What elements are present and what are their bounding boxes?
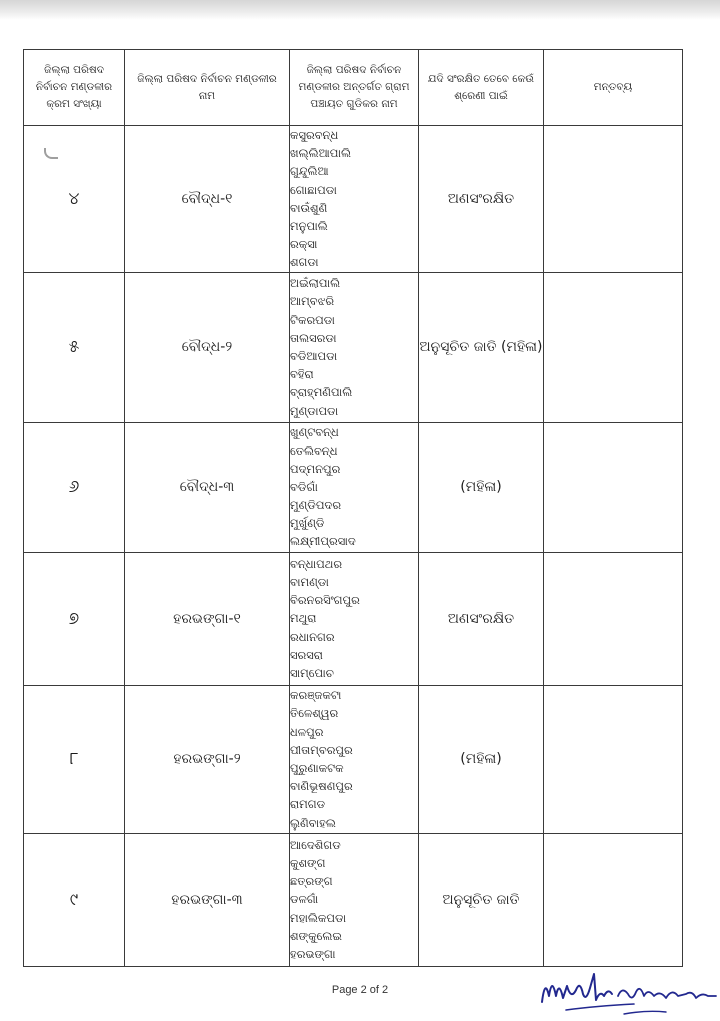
list-item: ଡଳଗାଁ: [290, 892, 319, 907]
gram-panchayat-list: [290, 126, 419, 273]
serial-number: ୭: [24, 552, 125, 685]
list-item: ମନୁପାଲି: [290, 218, 328, 233]
constituency-table: [23, 49, 683, 967]
header-serial-number: ଜିଲ୍ଲା ପରିଷଦ ନିର୍ବାଚନ ମଣ୍ଡଳୀର କ୍ରମ ସଂଖ୍ୟା: [24, 50, 125, 126]
list-item: ଖୁଣ୍ଟବନ୍ଧ: [290, 425, 339, 440]
constituency-name: ହରଭଙ୍ଗା-୩: [125, 833, 290, 966]
list-item: ଲକ୍ଷ୍ମୀପ୍ରସାଦ: [290, 534, 356, 549]
header-remarks: ମନ୍ତବ୍ୟ: [544, 50, 683, 126]
gram-panchayat-list: [290, 422, 419, 552]
list-item: ପଦ୍ମନପୁର: [290, 461, 341, 476]
reservation-category: ଅନୁସୂଚିତ ଜାତି (ମହିଳା): [419, 272, 544, 422]
list-item: ତେଲିବନ୍ଧ: [290, 443, 338, 458]
table-row: [24, 685, 683, 833]
gram-panchayat-list: [290, 685, 419, 833]
list-item: ବିରନରସିଂଗପୁର: [290, 593, 360, 608]
list-item: ସରସରା: [290, 647, 323, 662]
remarks: [544, 833, 683, 966]
serial-number: ୪: [24, 126, 125, 273]
list-item: ବାମଣ୍ଡା: [290, 575, 329, 590]
reservation-category: ଅଣସଂରକ୍ଷିତ: [419, 552, 544, 685]
list-item: ଟିକରପଡା: [290, 312, 335, 327]
signature-icon: [536, 966, 720, 1021]
constituency-name: ବୌଦ୍ଧ-୧: [125, 126, 290, 273]
list-item: କରଞ୍ଜକଟା: [290, 688, 342, 703]
list-item: ଆଦେଶିଗଡ: [290, 837, 341, 852]
gram-panchayat-list: [290, 552, 419, 685]
list-item: କସୁରବନ୍ଧ: [290, 128, 339, 142]
list-item: ବହିରା: [290, 367, 314, 382]
list-item: ବଡିଆପଡା: [290, 349, 338, 363]
table-row: [24, 422, 683, 552]
list-item: ସାମ୍ପୋଚ: [290, 665, 334, 680]
table-header-row: [24, 50, 683, 126]
list-item: ମୁର୍ଖୁଣ୍ଡି: [290, 516, 325, 531]
constituency-name: ହରଭଙ୍ଗା-୧: [125, 552, 290, 685]
list-item: ରଧାନଗର: [290, 629, 335, 644]
reservation-category: (ମହିଳା): [419, 422, 544, 552]
scan-top-edge: [0, 0, 720, 20]
serial-number: ୮: [24, 685, 125, 833]
gram-panchayat-list: [290, 833, 419, 966]
list-item: ଧଳପୁର: [290, 724, 324, 739]
reservation-category: ଅଣସଂରକ୍ଷିତ: [419, 126, 544, 273]
list-item: ଅଇଁଲାପାଲି: [290, 276, 341, 291]
constituency-name: ବୌଦ୍ଧ-୨: [125, 272, 290, 422]
header-reservation-category: ଯଦି ସଂରକ୍ଷିତ ତେବେ କେଉଁ ଶ୍ରେଣୀ ପାଇଁ: [419, 50, 544, 126]
list-item: ତିଳେଶ୍ୱର: [290, 706, 339, 721]
serial-number: ୬: [24, 422, 125, 552]
list-item: ତାଲସରଡା: [290, 330, 337, 345]
page-number: Page 2 of 2: [331, 984, 389, 996]
table-row: [24, 833, 683, 966]
list-item: ବ୍ରାହ୍ମଣିପାଲି: [290, 385, 353, 400]
list-item: ବଡିଗାଁ: [290, 479, 318, 494]
list-item: ଗୋଛାପଡା: [290, 182, 337, 197]
reservation-category: (ମହିଳା): [419, 685, 544, 833]
constituency-name: ହରଭଙ୍ଗା-୨: [125, 685, 290, 833]
list-item: ମଥୁରା: [290, 611, 317, 626]
remarks: [544, 272, 683, 422]
remarks: [544, 552, 683, 685]
list-item: ଗୁନ୍ଦୁଲିଆ: [290, 164, 329, 179]
remarks: [544, 126, 683, 273]
table-row: [24, 126, 683, 273]
list-item: ରକ୍ସା: [290, 237, 318, 252]
list-item: ମହାଲିକପଡା: [290, 910, 347, 925]
list-item: ରାମଗଡ: [290, 797, 326, 812]
list-item: ଶଗଡା: [290, 255, 319, 270]
list-item: ବନ୍ଧାପଥର: [290, 556, 343, 571]
list-item: ଛତ୍ରଙ୍ଗ: [290, 874, 333, 889]
constituency-name: ବୌଦ୍ଧ-୩: [125, 422, 290, 552]
list-item: ଖଲ୍ଲିଆପାଲି: [290, 146, 351, 161]
list-item: ପୀତାମ୍ବରପୁର: [290, 742, 353, 757]
list-item: ବାଣିଭୂଷଣପୁର: [290, 779, 353, 794]
gram-panchayat-list: [290, 272, 419, 422]
header-gram-panchayats: ଜିଲ୍ଲା ପରିଷଦ ନିର୍ବାଚନ ମଣ୍ଡଳୀର ଅନ୍ତର୍ଗତ ଗ୍ରାମ ପଞ୍ଚାୟତ ଗୁଡିକର ନାମ: [290, 50, 419, 126]
reservation-category: ଅନୁସୂଚିତ ଜାତି: [419, 833, 544, 966]
list-item: ଶଙ୍କୁଲେଇ: [290, 928, 342, 943]
serial-number: ୫: [24, 272, 125, 422]
list-item: ବାଉଁଶୁଣି: [290, 200, 328, 215]
serial-number: ୯: [24, 833, 125, 966]
remarks: [544, 685, 683, 833]
list-item: ଲୁଣିବାହଲ: [290, 815, 336, 830]
table-row: [24, 552, 683, 685]
header-constituency-name: ଜିଲ୍ଲା ପରିଷଦ ନିର୍ବାଚନ ମଣ୍ଡଳୀର ନାମ: [125, 50, 290, 126]
list-item: ମୁଣ୍ଡିପଦର: [290, 498, 342, 513]
list-item: ଆମ୍ବଝରି: [290, 294, 335, 309]
remarks: [544, 422, 683, 552]
list-item: ହରଭଙ୍ଗା: [290, 946, 336, 961]
table-row: [24, 272, 683, 422]
list-item: ମୁଣ୍ଡାପଡା: [290, 403, 339, 418]
list-item: ପୁରୁଣାକଟକ: [290, 761, 344, 775]
list-item: କୁଶଙ୍ଗ: [290, 856, 326, 871]
